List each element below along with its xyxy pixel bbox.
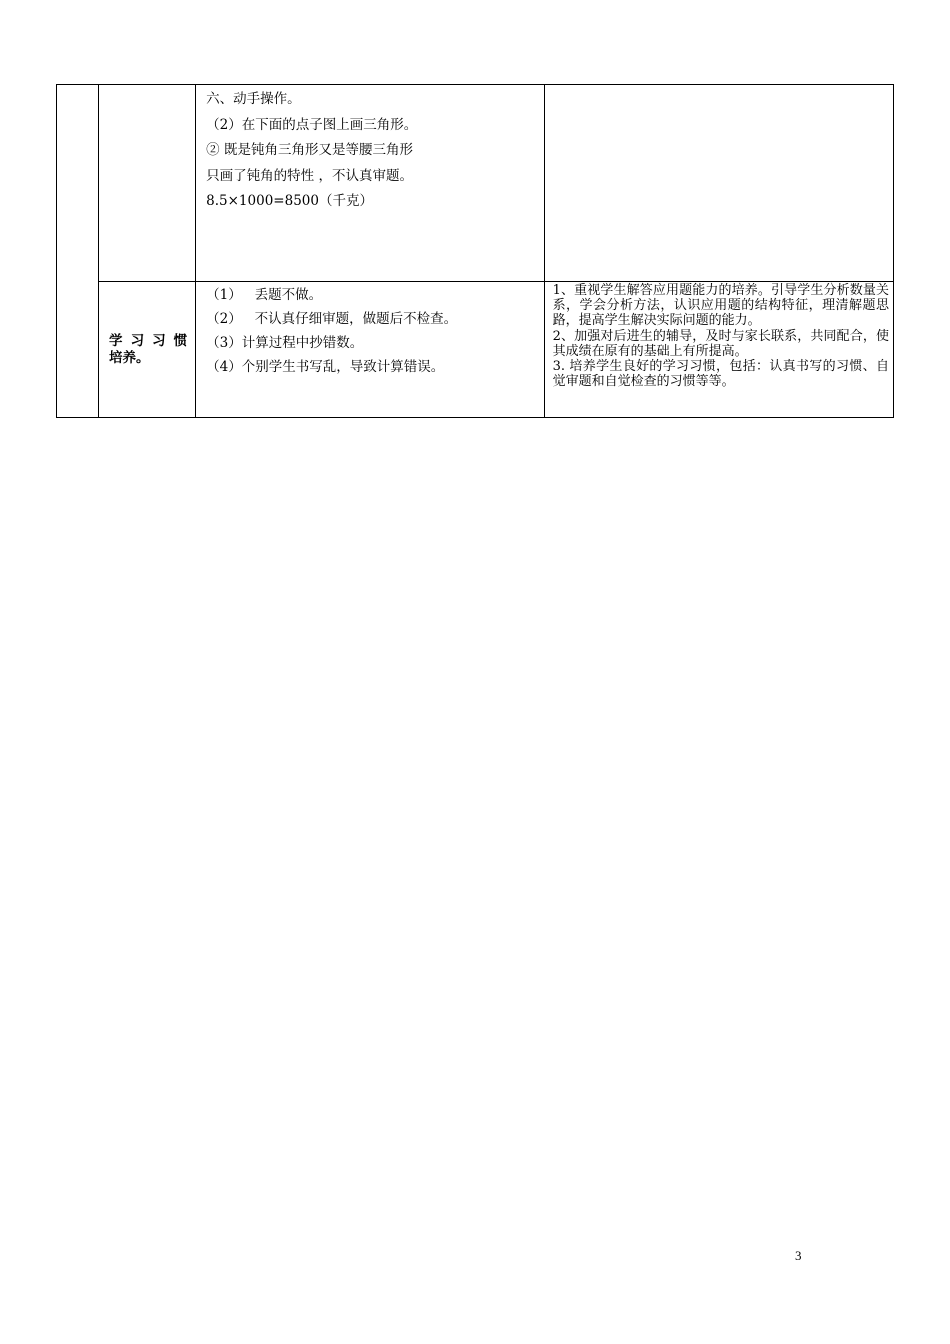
category-label-line: 培养。 <box>109 349 150 366</box>
analysis-table <box>56 84 894 418</box>
content-line: ② 既是钝角三角形又是等腰三角形 <box>206 142 413 158</box>
page-number: 3 <box>795 1248 802 1263</box>
measure-paragraph: 3. 培养学生良好的学习习惯，包括：认真书写的习惯、自觉审题和自觉检查的习惯等等。 <box>552 359 889 390</box>
empty-first-column-cell <box>57 85 99 418</box>
error-content-lines <box>196 85 543 215</box>
habit-issues-cell <box>196 282 544 418</box>
measure-paragraph: 2、加强对后进生的辅导，及时与家长联系，共同配合，使其成绩在原有的基础上有所提高。 <box>552 328 889 359</box>
measures-cell <box>544 282 893 418</box>
empty-measures-cell <box>544 85 893 282</box>
content-line: 8.5×1000=8500（千克） <box>206 193 373 209</box>
table-row <box>57 282 894 418</box>
error-content-cell <box>196 85 544 282</box>
measures-text <box>545 282 893 389</box>
content-line: 只画了钝角的特性 ，不认真审题。 <box>206 167 413 184</box>
empty-category-cell <box>99 85 196 282</box>
table-row <box>57 85 894 282</box>
content-line: （3）计算过程中抄错数。 <box>206 335 364 351</box>
content-line: 六、动手操作。 <box>206 91 301 107</box>
category-cell <box>99 282 196 418</box>
habit-issues-lines <box>196 282 543 379</box>
content-line: （1） 丢题不做。 <box>206 287 323 303</box>
content-line: （4）个别学生书写乱，导致计算错误。 <box>206 359 445 375</box>
category-label <box>99 333 195 367</box>
content-line: （2）在下面的点子图上画三角形。 <box>206 116 418 133</box>
category-label-line: 学 习 习 惯 <box>109 332 188 349</box>
measure-paragraph: 1、重视学生解答应用题能力的培养。引导学生分析数量关系，学会分析方法，认识应用题的结构特征，理清解题思路，提高学生解决实际问题的能力。 <box>552 283 889 329</box>
content-line: （2） 不认真仔细审题，做题后不检查。 <box>206 311 458 327</box>
